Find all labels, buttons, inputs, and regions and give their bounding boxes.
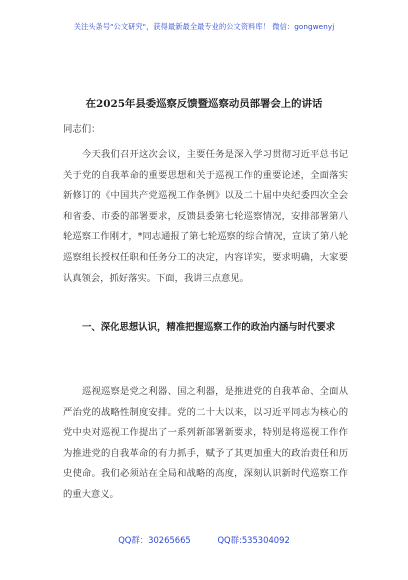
paragraph-section-one: 巡视巡察是党之利器、国之利器，是推进党的自我革命、全面从严治党的战略性制度安排。党的二十大以来，以习近平同志为核心的党中央对巡视工作提出了一系列新部署新要求，特别是将巡视工作作为推进党的自我革命的有力抓手，赋予了其更加重大的政治责任和历史使命。我们必须站在全局和战略的高度，深刻认识新时代巡察工作的重大意义。 <box>63 386 348 500</box>
footer-qq-group-2: QQ群:535304092 <box>217 535 290 545</box>
section-heading: 一、深化思想认识，精准把握巡察工作的政治内涵与时代要求 <box>82 322 336 333</box>
paragraph-intro: 今天我们召开这次会议，主要任务是深入学习贯彻习近平总书记关于党的自我革命的重要思想和关于巡视工作的重要论述，全面落实新修订的《中国共产党巡视工作条例》以及二十届中央纪委四次全会和省委、市委的部署要求，反馈县委第七轮巡察情况，安排部署第八轮巡察工作刚才，*同志通报了第七轮巡察的综合情况，宣读了第八轮巡察组长授权任职和任务分工的决定，内容详实，要求明确，大家要认真领会，抓好落实。下面，我讲三点意见。 <box>63 149 348 284</box>
footer-qq-group-1: QQ群：30265665 <box>118 535 191 545</box>
salutation: 同志们： <box>63 124 101 135</box>
footer <box>0 534 408 546</box>
document-title: 在2025年县委巡察反馈暨巡察动员部署会上的讲话 <box>85 98 323 110</box>
header-banner: 关注头条号"公文研究"，获得最新最全最专业的公文资料库！ 微信：gongwenyj <box>73 22 335 31</box>
